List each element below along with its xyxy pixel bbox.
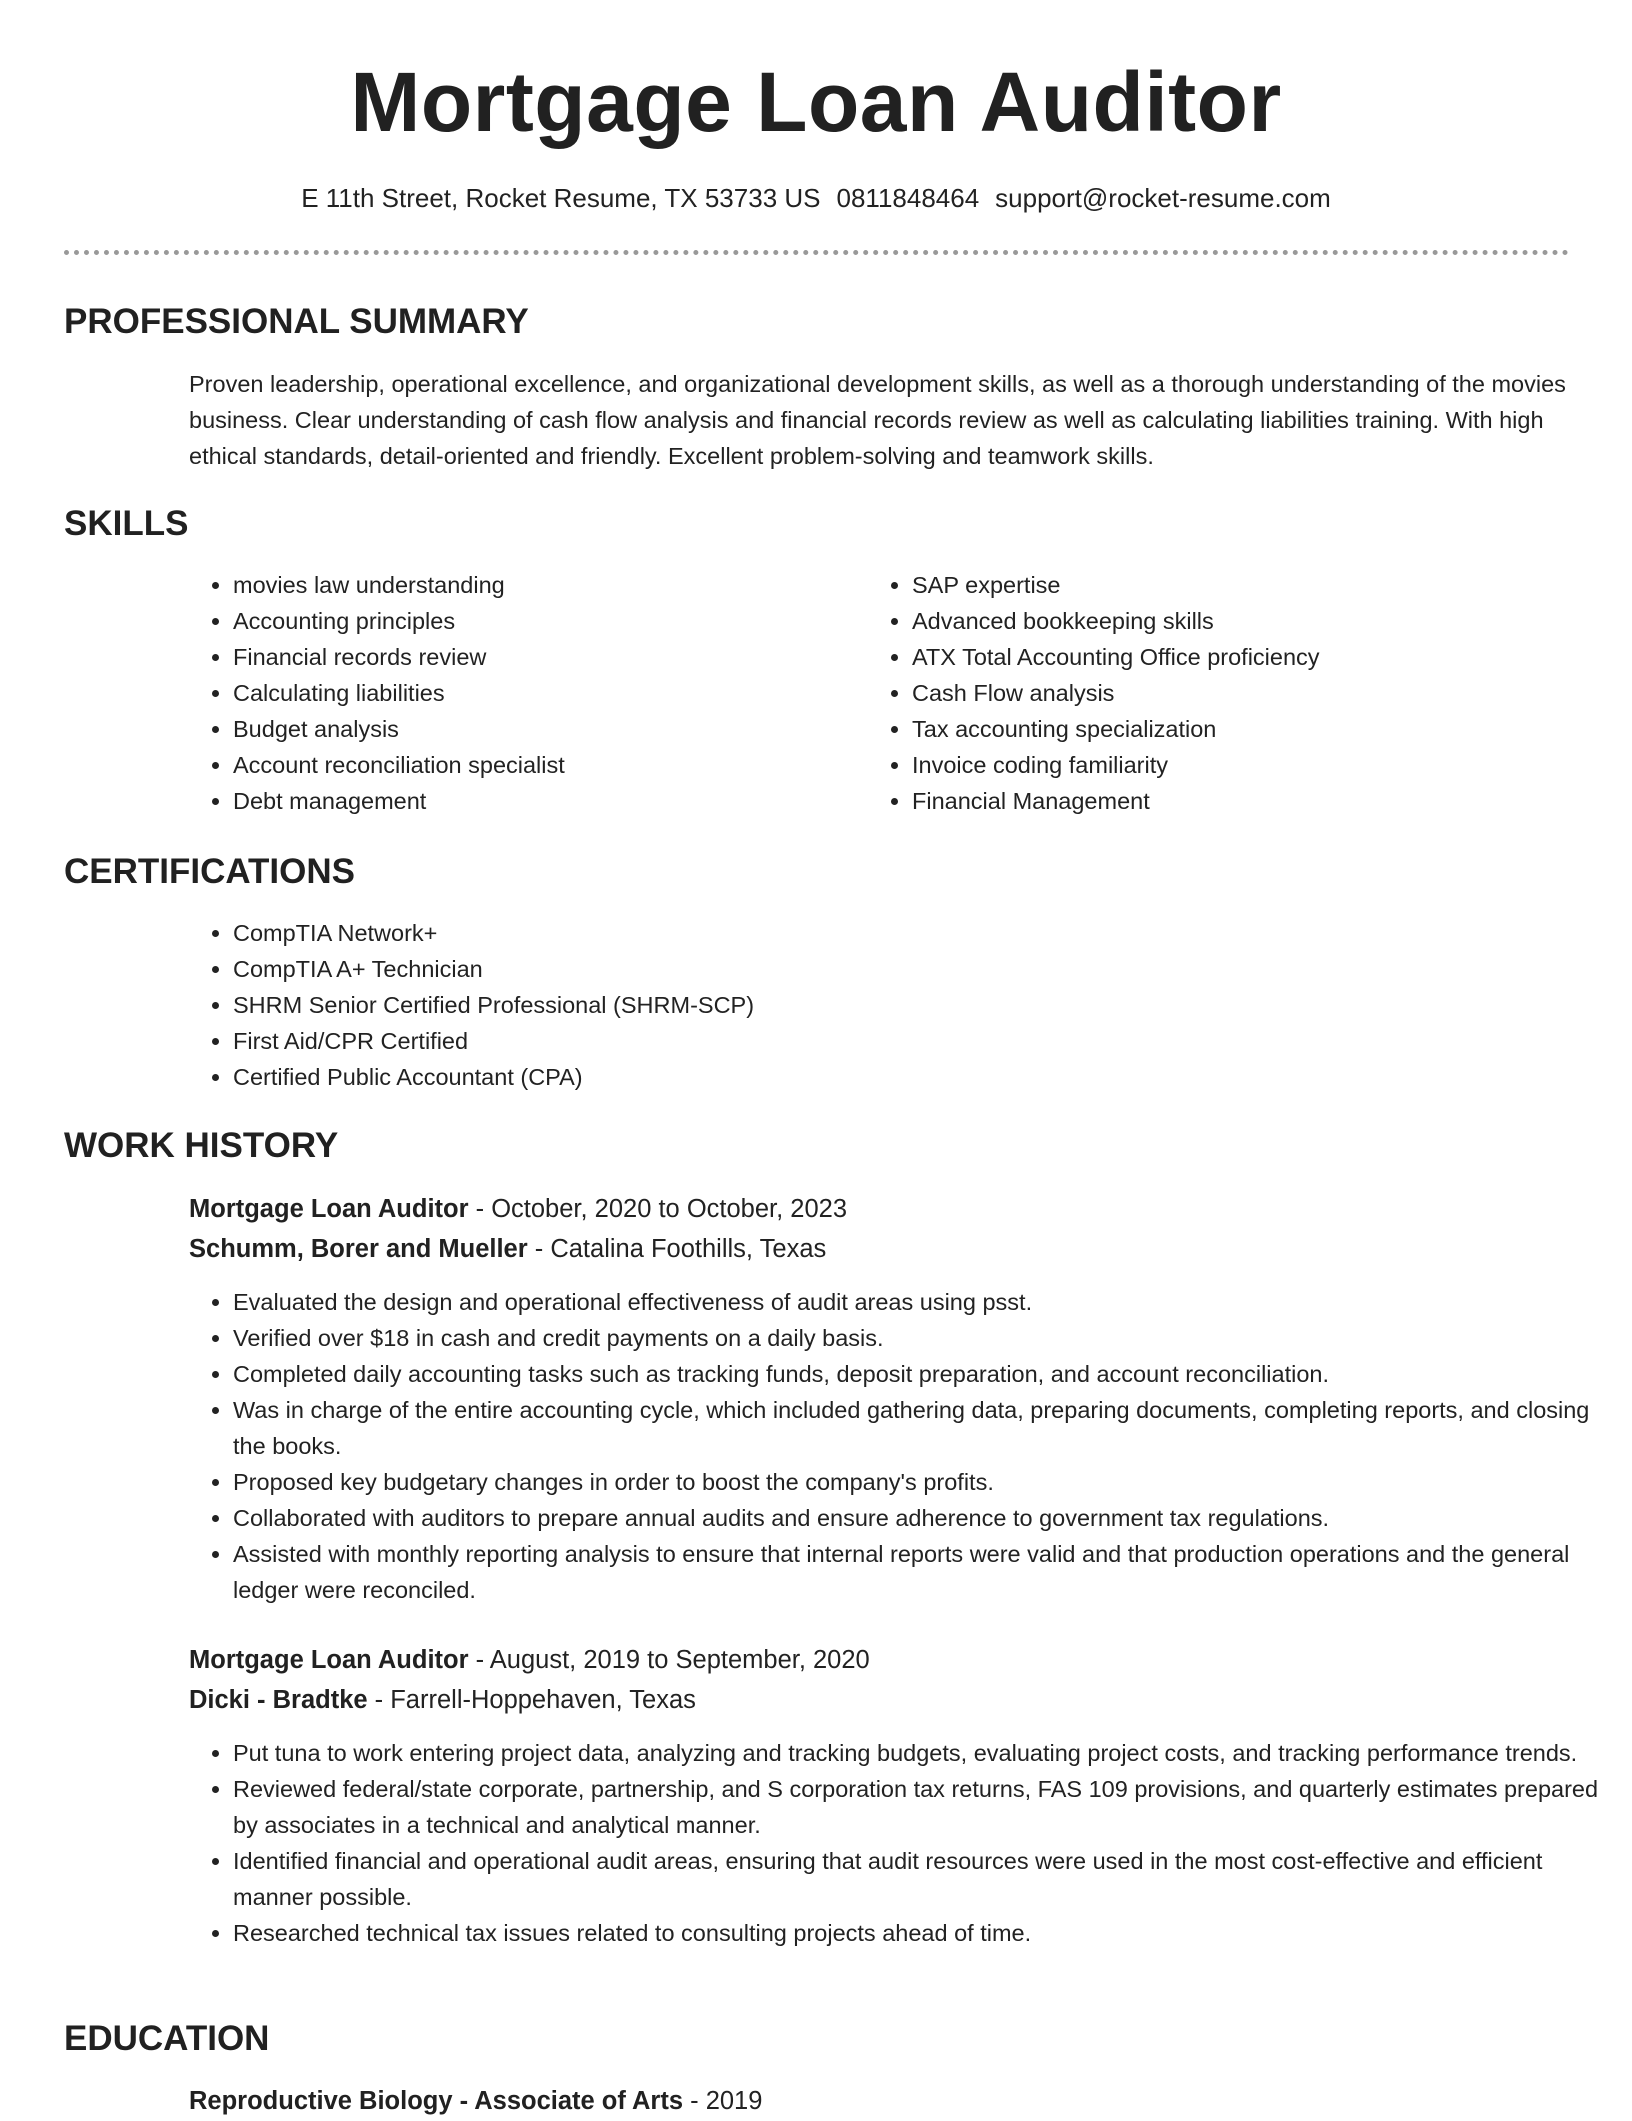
education-degree: Reproductive Biology - Associate of Arts xyxy=(189,2087,684,2115)
certifications-list xyxy=(189,915,1533,1095)
list-item: • Proposed key budgetary changes in order to boost the company's profits. xyxy=(233,1464,1613,1500)
job-bullets xyxy=(189,1284,1613,1608)
list-item: • Accounting principles xyxy=(233,603,853,639)
skills-list-left xyxy=(189,567,853,819)
list-item: • Completed daily accounting tasks such as tracking funds, deposit preparation, and account reconciliation. xyxy=(233,1356,1613,1392)
candidate-name: Mortgage Loan Auditor xyxy=(350,55,1282,149)
contact-address: E 11th Street, Rocket Resume, TX 53733 US xyxy=(301,183,821,213)
job-role: Mortgage Loan Auditor xyxy=(189,1195,469,1223)
job-title-line xyxy=(189,1640,870,1680)
job-title-line xyxy=(189,1189,847,1229)
education-line xyxy=(189,2081,762,2121)
list-item: • CompTIA Network+ xyxy=(233,915,1533,951)
list-item: • Put tuna to work entering project data, analyzing and tracking budgets, evaluating project costs, and tracking performance trends. xyxy=(233,1735,1613,1771)
list-item: • Advanced bookkeeping skills xyxy=(912,603,1572,639)
contact-phone: 0811848464 xyxy=(836,183,980,213)
section-title-education: EDUCATION xyxy=(64,2019,270,2058)
list-item: • Financial Management xyxy=(912,783,1572,819)
contact-email: support@rocket-resume.com xyxy=(995,183,1331,213)
list-item: • CompTIA A+ Technician xyxy=(233,951,1533,987)
list-item: • Identified financial and operational audit areas, ensuring that audit resources were used in the most cost-effective and efficient manner possible. xyxy=(233,1843,1613,1915)
section-title-summary: PROFESSIONAL SUMMARY xyxy=(64,302,529,341)
job-dates: - August, 2019 to September, 2020 xyxy=(468,1646,870,1674)
section-title-work-history: WORK HISTORY xyxy=(64,1126,339,1165)
list-item: • Verified over $18 in cash and credit payments on a daily basis. xyxy=(233,1320,1613,1356)
list-item: • movies law understanding xyxy=(233,567,853,603)
list-item: • Debt management xyxy=(233,783,853,819)
list-item: • Assisted with monthly reporting analysis to ensure that internal reports were valid and that production operations and the general ledger were reconciled. xyxy=(233,1536,1613,1608)
education-year: - 2019 xyxy=(683,2087,763,2115)
job-location: - Farrell-Hoppehaven, Texas xyxy=(367,1686,696,1714)
list-item: • First Aid/CPR Certified xyxy=(233,1023,1533,1059)
job-company-line xyxy=(189,1680,696,1720)
job-dates: - October, 2020 to October, 2023 xyxy=(468,1195,848,1223)
skills-list-right xyxy=(868,567,1572,819)
list-item: • SHRM Senior Certified Professional (SHRM-SCP) xyxy=(233,987,1533,1023)
list-item: • Calculating liabilities xyxy=(233,675,853,711)
job-location: - Catalina Foothills, Texas xyxy=(527,1235,827,1263)
list-item: • ATX Total Accounting Office proficiency xyxy=(912,639,1572,675)
section-title-skills: SKILLS xyxy=(64,504,189,543)
job-company-line xyxy=(189,1229,826,1269)
list-item: • Account reconciliation specialist xyxy=(233,747,853,783)
job-role: Mortgage Loan Auditor xyxy=(189,1646,469,1674)
contact-line xyxy=(0,180,1632,216)
summary-text: Proven leadership, operational excellence, and organizational development skills, as well as a thorough understanding of the movies business. Clear understanding of cash flow analysis and financial records review as well as calculating liabilities training. With high ethical standards, detail-oriented and friendly. Excellent problem-solving and teamwork skills. xyxy=(189,371,1566,469)
list-item: • Financial records review xyxy=(233,639,853,675)
list-item: • Cash Flow analysis xyxy=(912,675,1572,711)
list-item: • SAP expertise xyxy=(912,567,1572,603)
list-item: • Reviewed federal/state corporate, partnership, and S corporation tax returns, FAS 109 provisions, and quarterly estimates prepared by associates in a technical and analytical manner. xyxy=(233,1771,1613,1843)
list-item: • Tax accounting specialization xyxy=(912,711,1572,747)
list-item: • Evaluated the design and operational effectiveness of audit areas using psst. xyxy=(233,1284,1613,1320)
list-item: • Invoice coding familiarity xyxy=(912,747,1572,783)
job-bullets xyxy=(189,1735,1613,1951)
list-item: • Budget analysis xyxy=(233,711,853,747)
section-title-certifications: CERTIFICATIONS xyxy=(64,852,356,891)
job-company: Dicki - Bradtke xyxy=(189,1686,368,1714)
job-company: Schumm, Borer and Mueller xyxy=(189,1235,528,1263)
list-item: • Was in charge of the entire accounting cycle, which included gathering data, preparing documents, completing reports, and closing the books. xyxy=(233,1392,1613,1464)
list-item: • Certified Public Accountant (CPA) xyxy=(233,1059,1533,1095)
header-divider xyxy=(64,250,1569,255)
list-item: • Collaborated with auditors to prepare annual audits and ensure adherence to government tax regulations. xyxy=(233,1500,1613,1536)
list-item: • Researched technical tax issues related to consulting projects ahead of time. xyxy=(233,1915,1613,1951)
